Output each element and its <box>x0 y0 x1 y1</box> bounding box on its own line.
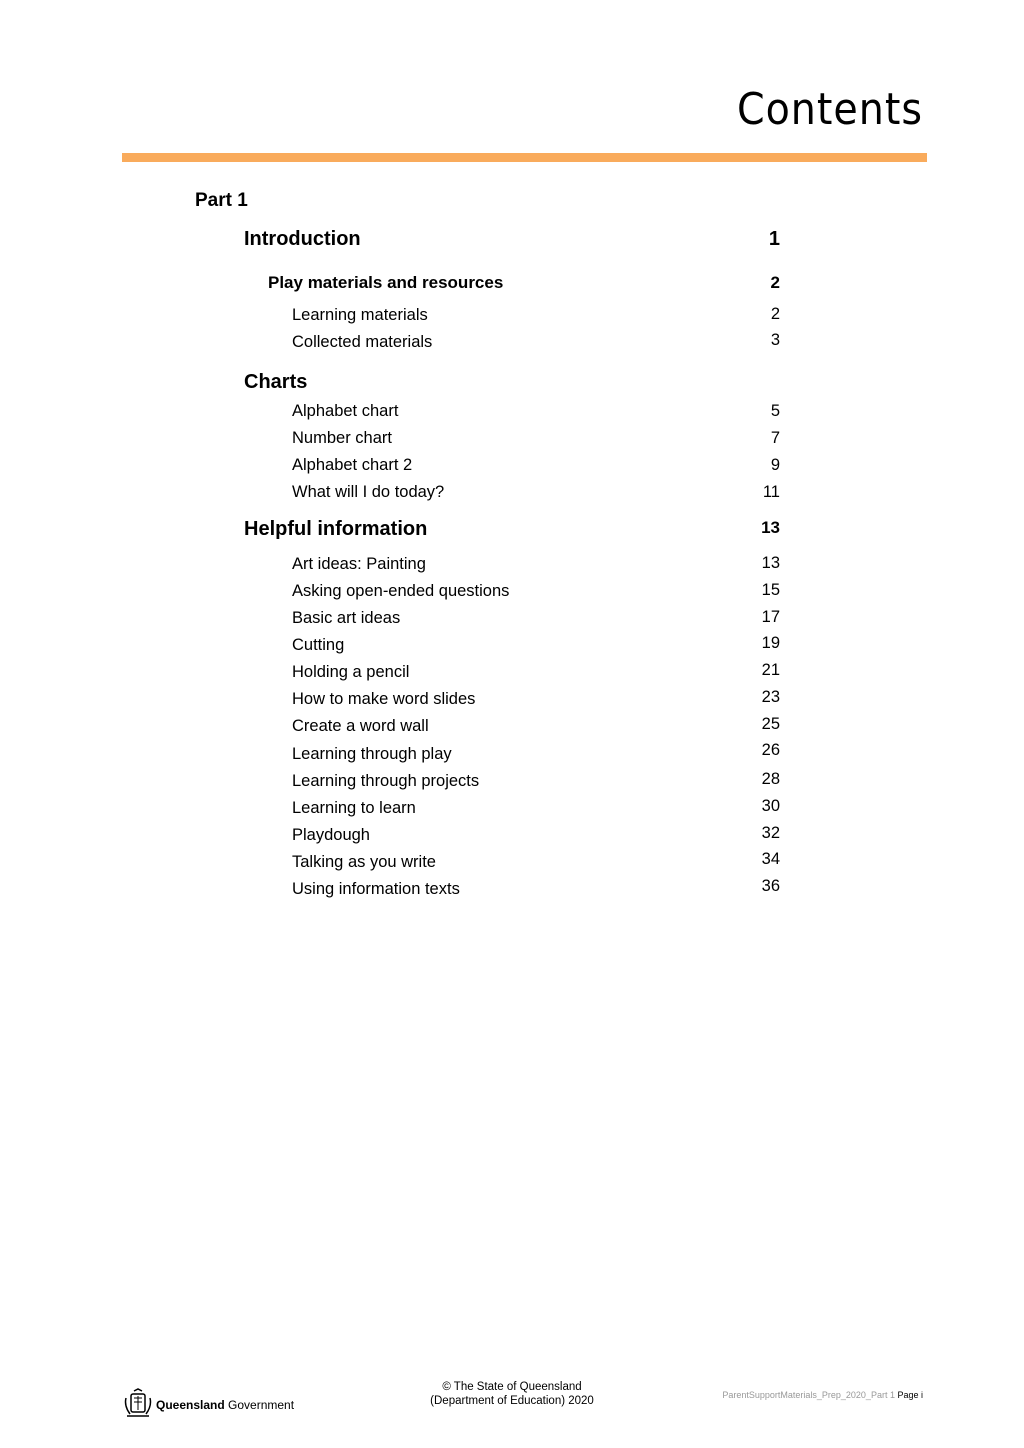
toc-entry-playdough[interactable]: Playdough <box>292 826 370 844</box>
coat-of-arms-icon <box>122 1388 154 1425</box>
toc-entry-learning-through-play[interactable]: Learning through play <box>292 745 452 763</box>
toc-page-what-today: 11 <box>762 483 780 501</box>
toc-entry-number-chart[interactable]: Number chart <box>292 429 392 447</box>
toc-entry-learning-through-projects[interactable]: Learning through projects <box>292 772 480 790</box>
toc-page-basic-art: 17 <box>761 608 780 626</box>
toc-page-learning-materials: 2 <box>770 305 780 323</box>
toc-page-collected-materials: 3 <box>770 331 780 349</box>
toc-entry-basic-art[interactable]: Basic art ideas <box>292 609 401 627</box>
toc-entry-open-questions[interactable]: Asking open-ended questions <box>292 582 510 600</box>
toc-page-play-materials: 2 <box>770 273 780 292</box>
toc-page-learning-through-play: 26 <box>761 741 780 759</box>
toc-page-cutting: 19 <box>761 634 780 652</box>
copyright-line-1: © The State of Queensland <box>442 1381 582 1393</box>
toc-entry-alphabet-chart[interactable]: Alphabet chart <box>292 402 399 420</box>
copyright-line-2: (Department of Education) 2020 <box>430 1395 594 1407</box>
toc-page-word-slides: 23 <box>761 688 780 706</box>
toc-page-number-chart: 7 <box>770 429 780 447</box>
toc-page-talking-write: 34 <box>761 850 780 868</box>
logo-bold-text: Queensland <box>156 1398 225 1412</box>
toc-entry-information-texts[interactable]: Using information texts <box>292 880 460 898</box>
logo-regular-text: Government <box>228 1398 295 1412</box>
page-number: Page i <box>897 1390 923 1400</box>
toc-page-helpful-information: 13 <box>761 518 780 537</box>
copyright-notice <box>424 1380 600 1408</box>
toc-entry-word-slides[interactable]: How to make word slides <box>292 690 476 708</box>
toc-page-art-painting: 13 <box>761 554 780 572</box>
toc-entry-collected-materials[interactable]: Collected materials <box>292 333 433 351</box>
toc-page-introduction: 1 <box>768 228 780 250</box>
title-rule <box>122 153 927 162</box>
toc-entry-word-wall[interactable]: Create a word wall <box>292 717 429 735</box>
queensland-government-logo <box>156 1398 294 1412</box>
toc-page-holding-pencil: 21 <box>761 661 780 679</box>
toc-entry-learning-to-learn[interactable]: Learning to learn <box>292 799 416 817</box>
toc-page-word-wall: 25 <box>761 715 780 733</box>
toc-entry-holding-pencil[interactable]: Holding a pencil <box>292 663 410 681</box>
toc-page-alphabet-chart: 5 <box>770 402 780 420</box>
toc-entry-learning-materials[interactable]: Learning materials <box>292 306 428 324</box>
toc-entry-play-materials[interactable]: Play materials and resources <box>268 273 504 292</box>
toc-entry-cutting[interactable]: Cutting <box>292 636 345 654</box>
toc-entry-introduction[interactable]: Introduction <box>244 228 361 250</box>
document-name: ParentSupportMaterials_Prep_2020_Part 1 <box>722 1390 895 1400</box>
toc-page-alphabet-chart-2: 9 <box>770 456 780 474</box>
page-title: Contents <box>736 84 923 135</box>
part-heading: Part 1 <box>195 190 248 211</box>
toc-page-playdough: 32 <box>761 824 780 842</box>
toc-page-open-questions: 15 <box>761 581 780 599</box>
document-reference <box>722 1390 923 1400</box>
toc-entry-art-painting[interactable]: Art ideas: Painting <box>292 555 426 573</box>
toc-entry-talking-write[interactable]: Talking as you write <box>292 853 436 871</box>
toc-page-learning-to-learn: 30 <box>761 797 780 815</box>
toc-entry-alphabet-chart-2[interactable]: Alphabet chart 2 <box>292 456 413 474</box>
toc-entry-what-today[interactable]: What will I do today? <box>292 483 445 501</box>
toc-entry-charts[interactable]: Charts <box>244 371 308 393</box>
toc-entry-helpful-information[interactable]: Helpful information <box>244 518 428 540</box>
toc-page-learning-through-projects: 28 <box>761 770 780 788</box>
toc-page-information-texts: 36 <box>761 877 780 895</box>
